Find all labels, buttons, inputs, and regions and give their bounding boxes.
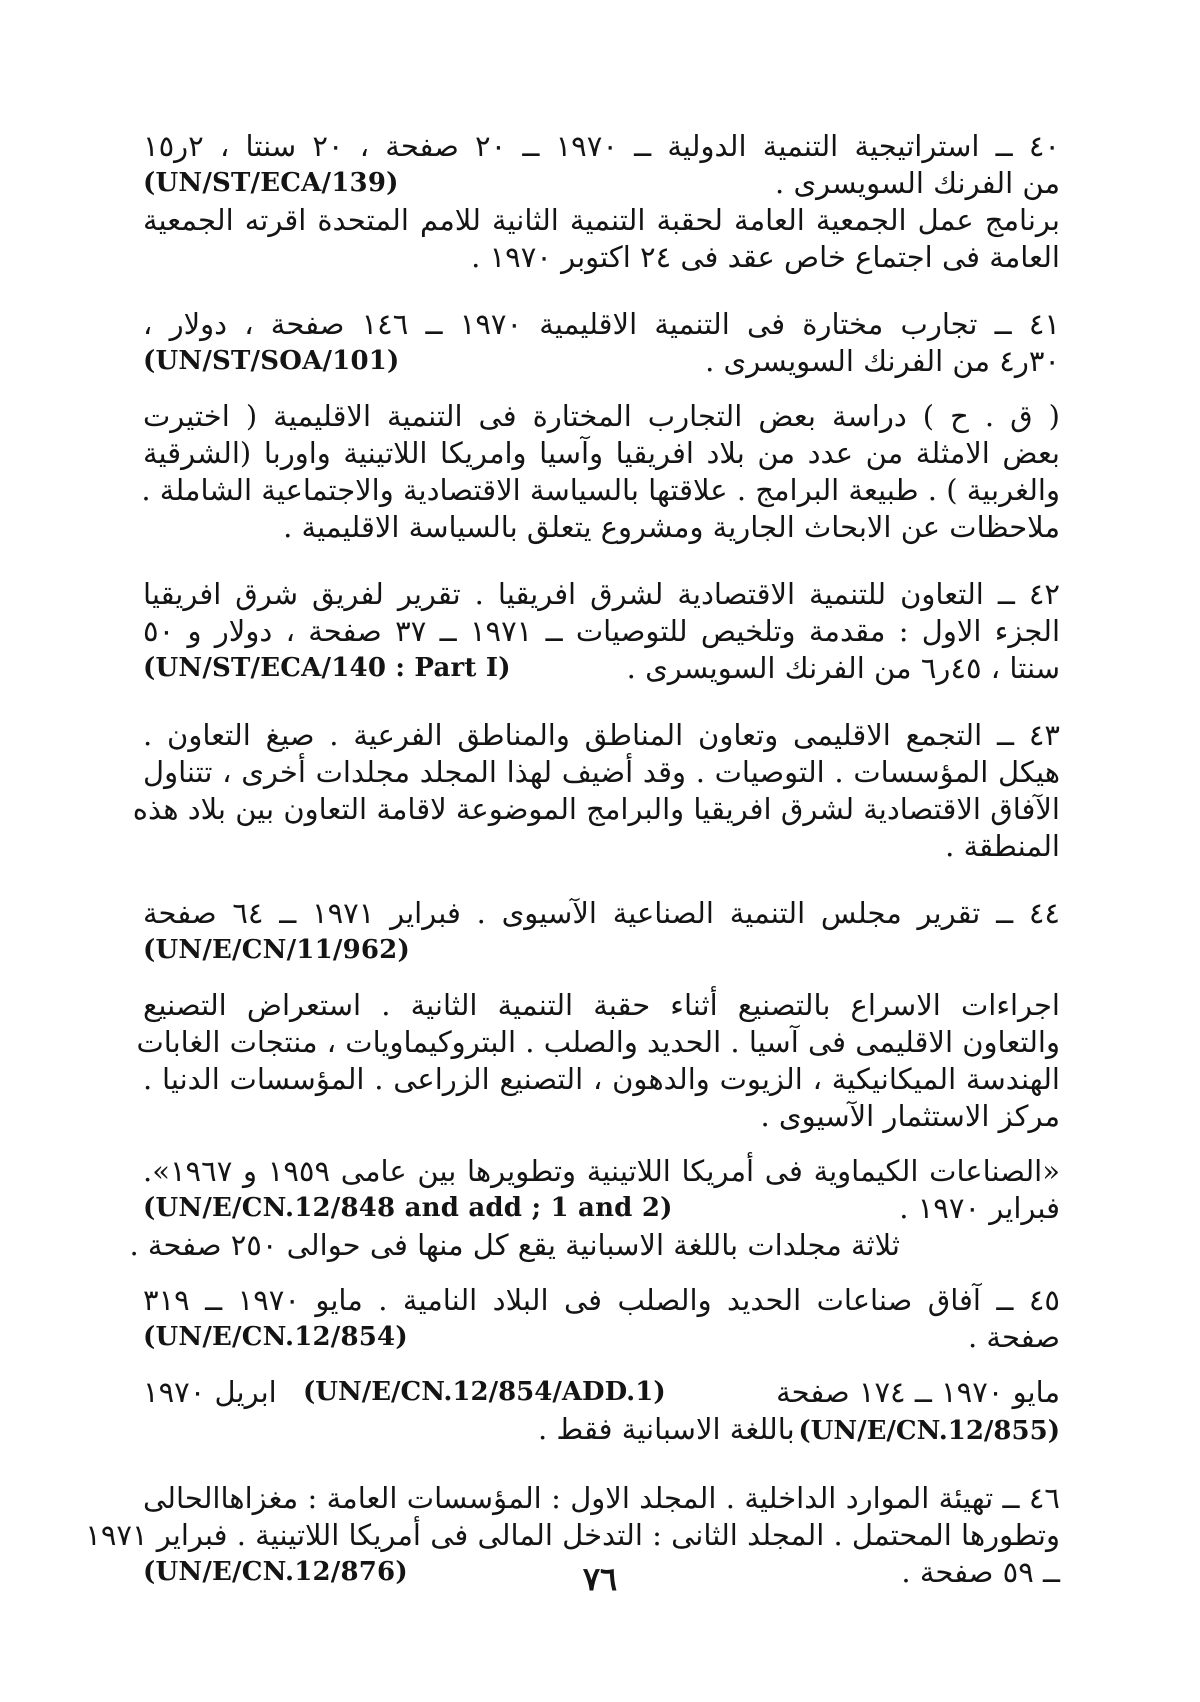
- entry-42: [143, 576, 1060, 687]
- entry-detail-text: صفحة .: [968, 1320, 1060, 1354]
- page-number: ٧٦: [582, 1560, 618, 1598]
- entry-44-sub: [129, 1153, 1060, 1264]
- entry-summary-line: والتعاون الاقليمى فى آسيا . الحديد والصلب . البتروكيماويات ، منتجات الغابات: [136, 1025, 1060, 1059]
- entry-title-line: ٤٤ ــ تقرير مجلس التنمية الصناعية الآسيوى . فبراير ١٩٧١ ــ ٦٤ صفحة: [143, 896, 1061, 930]
- entry-summary-line: اجراءات الاسراع بالتصنيع أثناء حقبة التنمية الثانية . استعراض التصنيع: [143, 988, 1060, 1022]
- entry-summary-line: بعض الامثلة من عدد من بلاد افريقيا وآسيا وامريكا اللاتينية واوربا (الشرقية: [143, 436, 1060, 470]
- entry-detail-line: [143, 343, 1060, 380]
- sub-title-line: «الصناعات الكيماوية فى أمريكا اللاتينية وتطويرها بين عامى ١٩٥٩ و ١٩٦٧».: [143, 1154, 1060, 1188]
- entry-detail-text: من الفرنك السويسرى .: [775, 166, 1060, 200]
- extra-date-b: ابريل ١٩٧٠: [143, 1375, 277, 1409]
- sub-date: فبراير ١٩٧٠ .: [899, 1191, 1060, 1225]
- entry-44: [143, 895, 1060, 969]
- entry-40: [143, 128, 1060, 276]
- entry-detail-text: سنتا ، ٤٥ر٦ من الفرنك السويسرى .: [626, 651, 1060, 685]
- entry-detail-line: هيكل المؤسسات . التوصيات . وقد أضيف لهذا المجلد مجلدات أخرى ، تتناول: [143, 755, 1060, 789]
- document-symbol: (UN/ST/ECA/140 : Part I): [143, 653, 511, 683]
- entry-detail-text: ٣٠ر٤ من الفرنك السويسرى .: [705, 344, 1060, 378]
- entry-summary-line: برنامج عمل الجمعية العامة لحقبة التنمية الثانية للامم المتحدة اقرته الجمعية: [143, 203, 1060, 237]
- document-symbol: (UN/E/CN.12/876): [143, 1557, 408, 1587]
- document-symbol: (UN/E/CN.12/855): [798, 1416, 1060, 1446]
- entry-41-summary: [143, 398, 1060, 546]
- entry-41: [143, 306, 1060, 380]
- entry-detail-line: الجزء الاول : مقدمة وتلخيص للتوصيات ــ ١٩٧١ ــ ٣٧ صفحة ، دولار و ٥٠: [143, 614, 1061, 648]
- sub-detail-line: [143, 1190, 1060, 1227]
- document-symbol: (UN/E/CN.12/848 and add ; 1 and 2): [143, 1193, 673, 1223]
- entry-title-line: ٤١ ــ تجارب مختارة فى التنمية الاقليمية ١٩٧٠ ــ ١٤٦ صفحة ، دولار ،: [143, 307, 1061, 341]
- entry-summary-line: مركز الاستثمار الآسيوى .: [760, 1099, 1060, 1133]
- entry-detail-line: [143, 1319, 1060, 1356]
- entry-45: [143, 1282, 1060, 1356]
- document-symbol: (UN/ST/ECA/139): [143, 168, 399, 198]
- entry-title-line: ٤٦ ــ تهيئة الموارد الداخلية . المجلد الاول : المؤسسات العامة : مغزاهاالحالى: [143, 1481, 1060, 1515]
- entry-detail-line: المنطقة .: [945, 829, 1060, 863]
- entry-44-summary: [136, 987, 1060, 1135]
- extra-note: باللغة الاسبانية فقط .: [538, 1412, 795, 1446]
- entry-detail-line: وتطورها المحتمل . المجلد الثانى : التدخل المالى فى أمريكا اللاتينية . فبراير ١٩٧١: [85, 1518, 1060, 1552]
- entry-43: [132, 717, 1060, 865]
- entry-summary-line: والغربية ) . طبيعة البرامج . علاقتها بالسياسة الاقتصادية والاجتماعية الشاملة .: [141, 473, 1060, 507]
- extra-line: [143, 1411, 1060, 1450]
- sub-note-line: ثلاثة مجلدات باللغة الاسبانية يقع كل منها فى حوالى ٢٥٠ صفحة .: [129, 1228, 900, 1262]
- entry-detail-line: [143, 932, 1060, 969]
- entry-45-extra: [143, 1374, 1060, 1450]
- entry-title-line: ٤٢ ــ التعاون للتنمية الاقتصادية لشرق افريقيا . تقرير لفريق شرق افريقيا: [143, 577, 1060, 611]
- entry-title-line: ٤٥ ــ آفاق صناعات الحديد والصلب فى البلاد النامية . مايو ١٩٧٠ ــ ٣١٩: [143, 1283, 1060, 1317]
- entry-summary-line: الهندسة الميكانيكية ، الزيوت والدهون ، التصنيع الزراعى . المؤسسات الدنيا .: [143, 1062, 1060, 1096]
- document-symbol: (UN/E/CN.12/854/ADD.1): [303, 1377, 666, 1407]
- document-symbol: (UN/ST/SOA/101): [143, 346, 400, 376]
- document-symbol: (UN/E/CN/11/962): [143, 935, 410, 965]
- entry-summary-line: ( ق . ح ) دراسة بعض التجارب المختارة فى التنمية الاقليمية ( اختيرت: [143, 399, 1060, 433]
- entry-title-line: ٤٣ ــ التجمع الاقليمى وتعاون المناطق والمناطق الفرعية . صيغ التعاون .: [143, 718, 1060, 752]
- entry-detail-text: ــ ٥٩ صفحة .: [901, 1555, 1060, 1589]
- entry-summary-line: ملاحظات عن الابحاث الجارية ومشروع يتعلق بالسياسة الاقليمية .: [283, 510, 1060, 544]
- entry-detail-line: [143, 165, 1060, 202]
- extra-date-a: مايو ١٩٧٠ ــ ١٧٤ صفحة: [776, 1375, 1060, 1409]
- entry-title-line: ٤٠ ــ استراتيجية التنمية الدولية ــ ١٩٧٠ ــ ٢٠ صفحة ، ٢٠ سنتا ، ٢ر١٥: [143, 129, 1060, 163]
- entry-summary-line: العامة فى اجتماع خاص عقد فى ٢٤ اكتوبر ١٩٧٠ .: [471, 240, 1060, 274]
- entry-detail-line: [143, 650, 1060, 687]
- document-symbol: (UN/E/CN.12/854): [143, 1322, 408, 1352]
- extra-line: [143, 1374, 1060, 1411]
- entry-detail-line: الآفاق الاقتصادية لشرق افريقيا والبرامج الموضوعة لاقامة التعاون بين بلاد هذه: [132, 792, 1060, 826]
